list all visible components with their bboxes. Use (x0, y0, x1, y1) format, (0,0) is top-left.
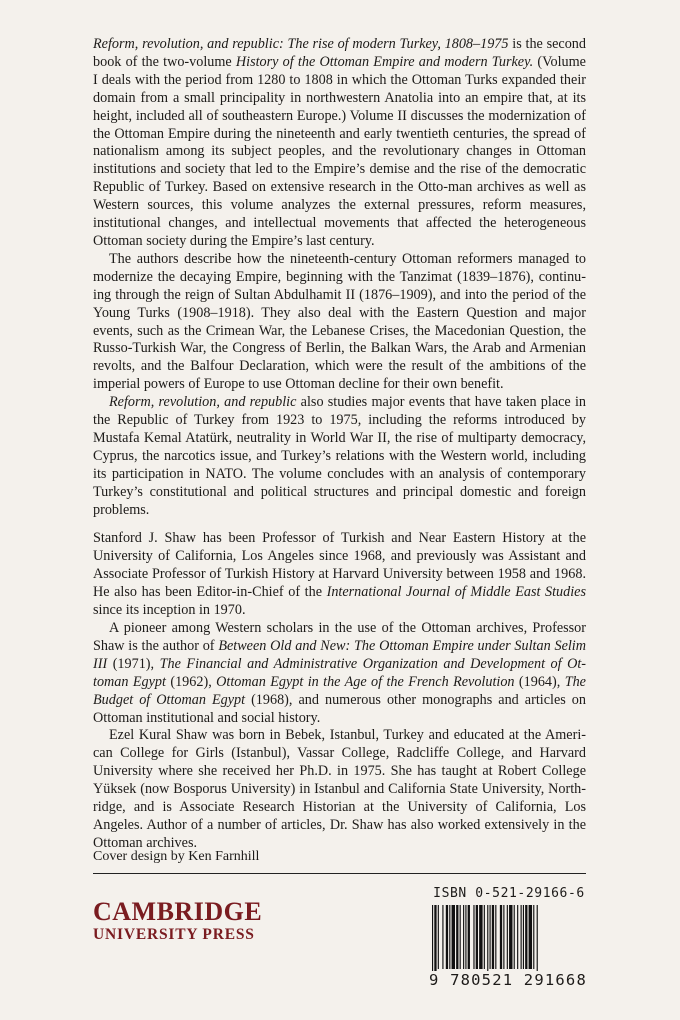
barcode-bar (442, 905, 443, 969)
blurb-paragraph-2: The authors describe how the nineteenth-century Ottoman reformers managed to modernize the decaying Empire, beginning with the Tanzimat (1839–1876), continu-ing through the reign of Sultan Abdulhamit II (1876–1909), and into the period of the Young Turks (1908–1918). They also deal with the Eastern Question and major events, such as the Crimean War, the Lebanese Crises, the Macedonian Question, the Russo-Turkish War, the Congress of Berlin, the Balkan Wars, the Arab and Armenian revolts, and the Balfour Declaration, which were the result of the ambitions of the imperial powers of Europe to use Ottoman decline for their own benefit. (93, 250, 586, 393)
author-bio-3: Ezel Kural Shaw was born in Bebek, Istanbul, Turkey and educated at the Ameri-can College for Girls (Istanbul), Vassar College, Radcliffe College, and Harvard University where she received her Ph.D. in 1975. She has taught at Robert College Yüksek (now Bosporus University) in Istanbul and California State University, North-ridge, and is Associate Research Historian at the University of California, Los Angeles. Author of a number of articles, Dr. Shaw has also worked extensively in the Ottoman archives. (93, 727, 586, 851)
barcode-bar (452, 905, 455, 969)
barcode-bar (500, 905, 502, 969)
isbn-label: ISBN 0-521-29166-6 (433, 886, 585, 901)
cover-credit: Cover design by Ken Farnhill (93, 849, 260, 864)
barcode-bar (487, 905, 488, 973)
barcode-bar (503, 905, 504, 969)
series-title: History of the Ottoman Empire and modern Turkey. (235, 53, 534, 70)
barcode-bar (449, 905, 450, 969)
back-cover-text (93, 36, 586, 853)
barcode-bar (473, 905, 474, 969)
barcode-bar (456, 905, 458, 969)
barcode-bar (507, 905, 508, 969)
barcode-bar (468, 905, 470, 969)
barcode-bar (476, 905, 478, 969)
barcode-icon (428, 905, 588, 973)
publisher-logo (93, 898, 293, 944)
publisher-name: CAMBRIDGE (93, 897, 263, 926)
book-title: Reform, revolution, and republic: The rise of modern Turkey, 1808–1975 (93, 36, 509, 52)
barcode-bar (465, 905, 466, 969)
barcode-bar (434, 905, 436, 973)
barcode-bar (517, 905, 518, 969)
barcode-bar (514, 905, 515, 969)
barcode-bar (495, 905, 496, 969)
author-bio-2: A pioneer among Western scholars in the use of the Ottoman archives, Professor Shaw is the author of Between Old and New: The Ottoman Empire under Sultan Selim III (1971), The Financial and Administrative Organization and Development of Ot-toman Egypt (1962), Ottoman Egypt in the Age of the French Revolution (1964), The Budget of Ottoman Egypt (1968), and numerous other monographs and articles on Ottoman institutional and social history. (93, 620, 587, 726)
barcode-bar (509, 905, 512, 969)
barcode-bar (460, 905, 461, 969)
barcode-bar (446, 905, 448, 969)
publisher-subname: UNIVERSITY PRESS (93, 926, 255, 943)
barcode-bar (525, 905, 527, 969)
barcode-bar (484, 905, 485, 969)
divider-rule (93, 873, 586, 874)
blurb-paragraph-3: Reform, revolution, and republic also studies major events that have taken place in the Republic of Turkey from 1923 to 1975, including the reforms introduced by Mustafa Kemal Atatürk, neutrality in World War II, the rise of multiparty democracy, Cyprus, the narcotics issue, and Turkey’s relations with the Western world, including its participation in NATO. The volume concludes with an analysis of contemporary Turkey’s constitutional and political structures and principal domestic and foreign problems. (93, 394, 587, 518)
book-title-short: Reform, revolution, and republic (109, 394, 297, 411)
barcode-bar (479, 905, 482, 969)
barcode-bar (529, 905, 532, 969)
barcode-digits: 9 780521 291668 (429, 971, 587, 989)
author-bio-1: Stanford J. Shaw has been Professor of Turkish and Near Eastern History at the University of California, Los Angeles since 1968, and previously was Assistant and Associate Professor of Turkish History at Harvard University between 1958 and 1968. He also has been Editor-in-Chief of the International Journal of Middle East Studies since its inception in 1970. (93, 530, 586, 619)
barcode-bar (533, 905, 534, 969)
barcode-bar (523, 905, 524, 969)
journal-title: International Journal of Middle East Studies (326, 584, 586, 601)
blurb-paragraph-1: Reform, revolution, and republic: The rise of modern Turkey, 1808–1975 is the second book of the two-volume History of the Ottoman Empire and modern Turkey. (Volume I deals with the period from 1280 to 1808 in which the Ottoman Turks expanded their domain from a small principality in northwestern Anatolia into an empire that, at its height, included all of southeastern Europe.) Volume II discusses the modernization of the Ottoman Empire during the nineteenth and early twentieth centuries, the spread of nationalism among its subject peoples, and the revolutionary changes in Ottoman institutions and society that led to the Empire’s demise and the rise of the democratic Republic of Turkey. Based on extensive research in the Otto-man archives as well as Western sources, this volume analyzes the external pressures, reform measures, institutional changes, and intellectual movements that affected the heterogeneous Ottoman society during the Empire’s last century. (93, 36, 586, 249)
barcode-bar (463, 905, 464, 969)
barcode-bar (492, 905, 494, 969)
barcode-bar (438, 905, 439, 969)
barcode-bar (521, 905, 522, 969)
barcode-bar (490, 905, 491, 969)
barcode-bar (432, 905, 433, 973)
barcode-bar (537, 905, 538, 973)
